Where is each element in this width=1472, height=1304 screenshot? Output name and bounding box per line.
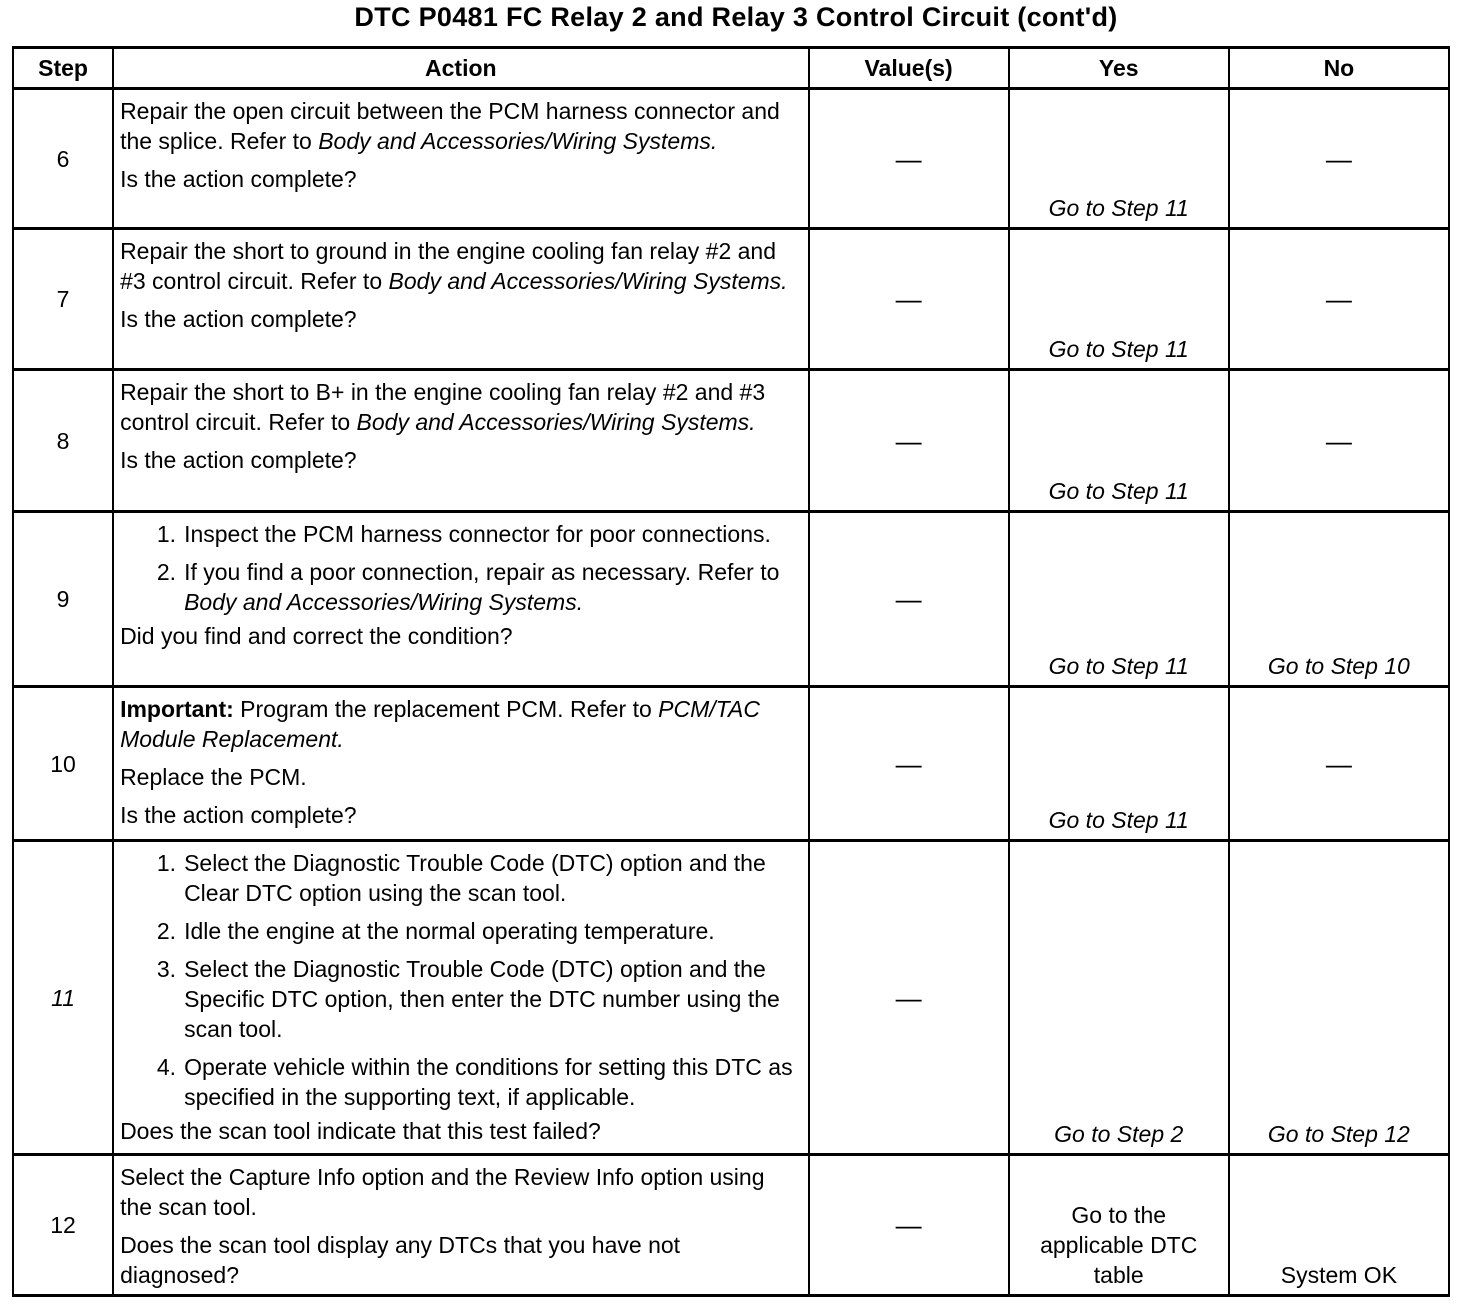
action-cell xyxy=(113,841,808,1155)
action-question: Is the action complete? xyxy=(120,166,357,192)
action-question: Does the scan tool indicate that this test failed? xyxy=(120,1118,601,1144)
step-number: 7 xyxy=(13,229,113,370)
list-item: 1. Select the Diagnostic Trouble Code (DTC) option and the Clear DTC option using the scan tool. xyxy=(156,850,766,906)
table-row xyxy=(13,229,1449,370)
reference-link: Body and Accessories/Wiring Systems. xyxy=(184,589,584,615)
list-item: 2. Idle the engine at the normal operating temperature. xyxy=(156,918,715,944)
step-number: 11 xyxy=(13,841,113,1155)
action-text: Select the Capture Info option and the Review Info option using the scan tool. xyxy=(120,1164,765,1220)
value-cell: — xyxy=(809,687,1009,841)
no-cell: — xyxy=(1229,687,1449,841)
value-cell: — xyxy=(809,1155,1009,1296)
list-item: 3. Select the Diagnostic Trouble Code (DTC) option and the Specific DTC option, then enter the DTC number using the scan tool. xyxy=(156,956,780,1042)
yes-cell xyxy=(1009,1155,1229,1296)
table-row xyxy=(13,89,1449,229)
table-row xyxy=(13,370,1449,512)
no-cell: System OK xyxy=(1229,1155,1449,1296)
step-number: 6 xyxy=(13,89,113,229)
no-cell: — xyxy=(1229,229,1449,370)
value-cell: — xyxy=(809,89,1009,229)
important-note: Important: Program the replacement PCM. Refer to PCM/TAC Module Replacement. xyxy=(120,696,760,752)
diagnostic-table xyxy=(12,46,1450,1297)
yes-cell: Go to Step 11 xyxy=(1009,370,1229,512)
yes-text: Go to the applicable DTC table xyxy=(1040,1202,1198,1288)
yes-cell: Go to Step 11 xyxy=(1009,89,1229,229)
table-row xyxy=(13,687,1449,841)
reference-link: Body and Accessories/Wiring Systems. xyxy=(318,128,718,154)
action-question: Is the action complete? xyxy=(120,447,357,473)
list-item: 1. Inspect the PCM harness connector for poor connections. xyxy=(156,521,771,547)
action-question: Does the scan tool display any DTCs that you have not diagnosed? xyxy=(120,1232,681,1288)
list-item: 4. Operate vehicle within the conditions for setting this DTC as specified in the supporting text, if applicable. xyxy=(156,1054,793,1110)
list-item: 2. If you find a poor connection, repair as necessary. Refer to Body and Accessories/Wiring Systems. xyxy=(156,559,780,615)
yes-cell: Go to Step 11 xyxy=(1009,687,1229,841)
yes-cell: Go to Step 11 xyxy=(1009,512,1229,687)
action-question: Is the action complete? xyxy=(120,802,357,828)
action-question: Is the action complete? xyxy=(120,306,357,332)
table-row xyxy=(13,841,1449,1155)
action-cell xyxy=(113,370,808,512)
reference-link: Body and Accessories/Wiring Systems. xyxy=(388,268,788,294)
step-number: 8 xyxy=(13,370,113,512)
important-label: Important: xyxy=(120,696,234,722)
action-text: Replace the PCM. xyxy=(120,764,307,790)
step-number: 10 xyxy=(13,687,113,841)
table-row xyxy=(13,1155,1449,1296)
header-values: Value(s) xyxy=(809,48,1009,89)
action-text: Repair the open circuit between the PCM harness connector and the splice. Refer to Body and Accessories/Wiring Systems. xyxy=(120,98,780,154)
no-cell: Go to Step 10 xyxy=(1229,512,1449,687)
action-text: Repair the short to ground in the engine cooling fan relay #2 and #3 control circuit. Refer to Body and Accessories/Wiring Systems. xyxy=(120,238,788,294)
table-row xyxy=(13,512,1449,687)
header-step: Step xyxy=(13,48,113,89)
header-no: No xyxy=(1229,48,1449,89)
reference-link: Body and Accessories/Wiring Systems. xyxy=(356,409,756,435)
no-cell: — xyxy=(1229,89,1449,229)
header-yes: Yes xyxy=(1009,48,1229,89)
action-cell xyxy=(113,89,808,229)
reference-link: PCM/TAC Module Replacement. xyxy=(120,696,760,752)
step-number: 12 xyxy=(13,1155,113,1296)
value-cell: — xyxy=(809,841,1009,1155)
page-title: DTC P0481 FC Relay 2 and Relay 3 Control Circuit (cont'd) xyxy=(354,2,1118,32)
action-text: Repair the short to B+ in the engine cooling fan relay #2 and #3 control circuit. Refer to Body and Accessories/Wiring Systems. xyxy=(120,379,766,435)
yes-cell: Go to Step 11 xyxy=(1009,229,1229,370)
action-cell xyxy=(113,229,808,370)
action-step-list xyxy=(120,848,801,1112)
action-cell xyxy=(113,1155,808,1296)
yes-cell: Go to Step 2 xyxy=(1009,841,1229,1155)
value-cell: — xyxy=(809,512,1009,687)
no-cell: Go to Step 12 xyxy=(1229,841,1449,1155)
action-step-list xyxy=(120,519,801,617)
action-question: Did you find and correct the condition? xyxy=(120,623,513,649)
header-action: Action xyxy=(113,48,808,89)
step-number: 9 xyxy=(13,512,113,687)
action-cell xyxy=(113,687,808,841)
value-cell: — xyxy=(809,229,1009,370)
no-cell: — xyxy=(1229,370,1449,512)
value-cell: — xyxy=(809,370,1009,512)
table-header-row xyxy=(13,48,1449,89)
action-cell xyxy=(113,512,808,687)
